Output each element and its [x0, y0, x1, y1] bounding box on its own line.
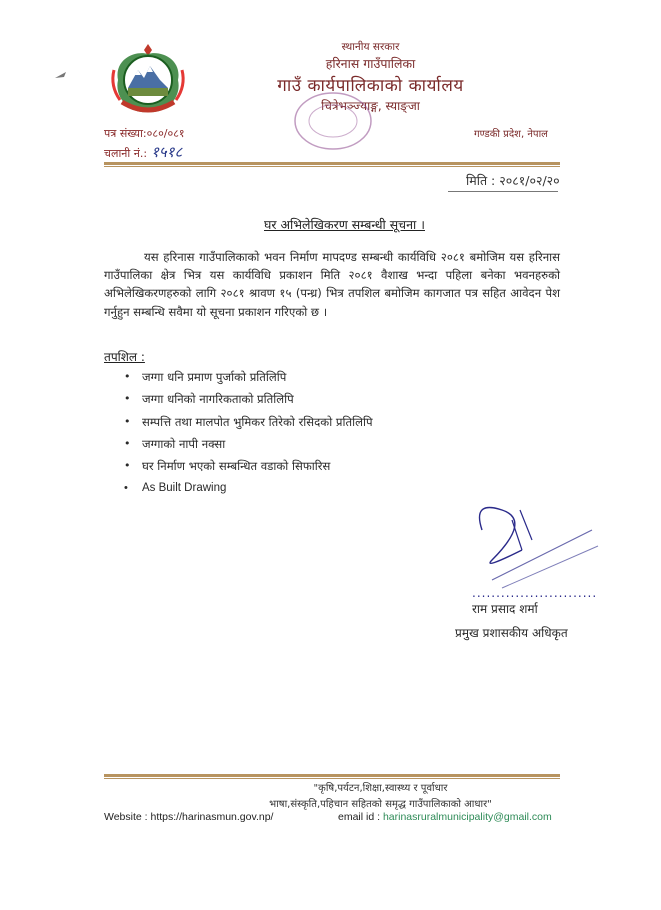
website-label: Website : — [104, 811, 148, 823]
list-item: • जग्गा धनिको नागरिकताको प्रतिलिपि — [122, 388, 373, 410]
dispatch-number-value: १५१८ — [151, 143, 183, 161]
province-address: गण्डकी प्रदेश, नेपाल — [474, 129, 548, 140]
website-link[interactable]: https://harinasmun.gov.np/ — [150, 811, 274, 823]
footer-email — [338, 811, 552, 823]
list-item: • सम्पत्ति तथा मालपोत भुमिकर तिरेको रसिदको प्रतिलिपि — [122, 411, 373, 433]
list-item: • घर निर्माण भएको सम्बन्धित वडाको सिफारिस — [122, 455, 373, 477]
required-documents-list — [122, 366, 373, 500]
footer-motto-line1: "कृषि,पर्यटन,शिक्षा,स्वास्थ्य र पूर्वाधार — [313, 783, 448, 794]
letter-number-value: ०८०/०८१ — [146, 127, 185, 140]
letter-number — [104, 126, 185, 141]
date-underline — [448, 191, 558, 192]
notice-subject: घर अभिलेखिकरण सम्बन्धी सूचना । — [264, 217, 425, 232]
email-link[interactable]: harinasruralmunicipality@gmail.com — [382, 811, 552, 823]
header-line-local-government: स्थानीय सरकार — [341, 41, 400, 53]
handwritten-signature — [462, 490, 602, 590]
notice-date: मिति : २०८१/०२/२० — [466, 173, 560, 188]
header-address: चित्रेभञ्ज्याङ्ग, स्याङ्जा — [321, 99, 420, 113]
footer-divider-thin — [104, 778, 560, 779]
signatory-title: प्रमुख प्रशासकीय अधिकृत — [455, 626, 568, 640]
dispatch-number — [104, 142, 182, 162]
list-item: • As Built Drawing — [122, 477, 373, 499]
office-stamp — [290, 88, 376, 154]
footer-divider — [104, 774, 560, 777]
footer-motto-line2: भाषा,संस्कृति,पहिचान सहितको समृद्ध गाउँपालिकाको आधार" — [269, 799, 492, 810]
letter-number-label: पत्र संख्या: — [104, 127, 147, 140]
notice-body: यस हरिनास गाउँपालिकाको भवन निर्माण मापदण्ड सम्बन्धी कार्यविधि २०८१ बमोजिम यस हरिनास गाउँपालिका क्षेत्र भित्र यस कार्यविधि प्रकाशन मिति २०८१ वैशाख भन्दा पहिला बनेका भवनहरुको अभिलेखिकरणहरुको लागि २०८१ श्रावण १५ (पन्ध्र) भित्र तपशिल बमोजिम कागजात पत्र सहित आवेदन पेश गर्नुहुन सम्बन्धि सवैमा यो सूचना प्रकाशन गरिएको छ । — [104, 250, 560, 319]
header-office-name: गाउँ कार्यपालिकाको कार्यालय — [277, 76, 464, 96]
signature-line: .......................... — [472, 586, 598, 600]
header-line-municipality: हरिनास गाउँपालिका — [325, 56, 416, 71]
signatory-name: राम प्रसाद शर्मा — [472, 602, 538, 616]
list-item: • जग्गाको नापी नक्सा — [122, 433, 373, 455]
footer-website — [104, 811, 273, 823]
list-item: • जग्गा धनि प्रमाण पुर्जाको प्रतिलिपि — [122, 366, 373, 388]
header-divider — [104, 162, 560, 165]
email-label: email id : — [338, 811, 381, 823]
dispatch-number-label: चलानी नं.: — [104, 147, 148, 160]
details-heading: तपशिल : — [104, 350, 145, 364]
header-divider-thin — [104, 166, 560, 167]
